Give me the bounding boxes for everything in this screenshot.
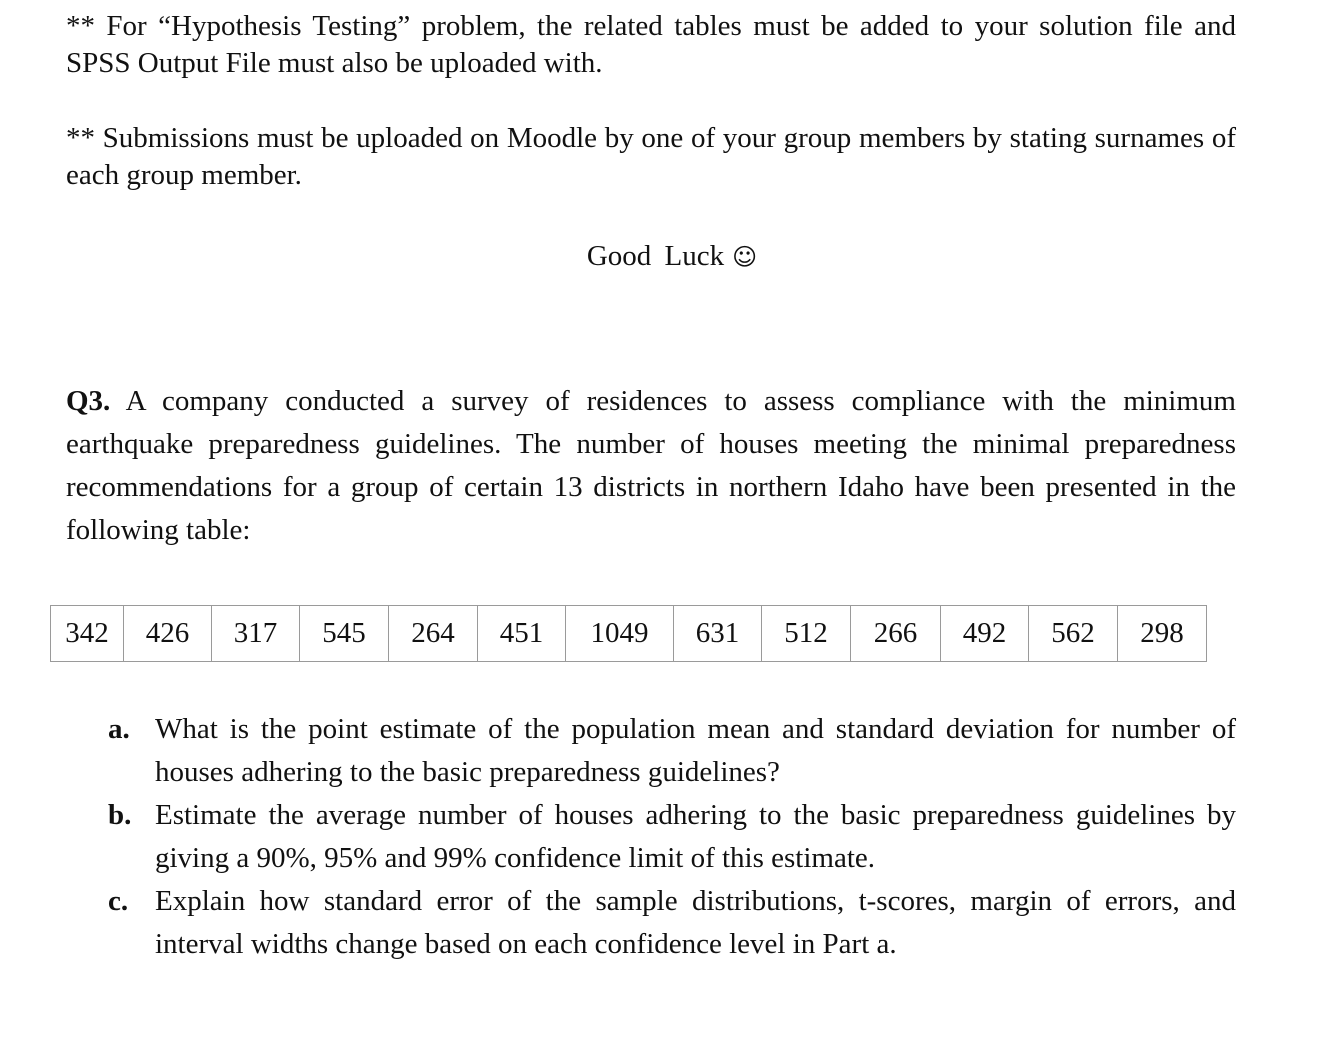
subquestion-text: Explain how standard error of the sample distributions, t-scores, margin of errors, and interval widths change based on each confidence level in Part a. bbox=[155, 885, 1236, 960]
table-cell: 451 bbox=[478, 606, 566, 662]
list-item bbox=[108, 880, 1236, 966]
smiley-icon: ☺ bbox=[732, 243, 758, 271]
table-cell: 342 bbox=[51, 606, 124, 662]
table-cell: 264 bbox=[389, 606, 478, 662]
good-luck-line bbox=[0, 238, 1344, 276]
q3-prompt bbox=[66, 380, 1236, 552]
subquestion-text: What is the point estimate of the population mean and standard deviation for number of houses adhering to the basic preparedness guidelines? bbox=[155, 713, 1236, 788]
table-cell: 426 bbox=[124, 606, 212, 662]
submission-note: ** Submissions must be uploaded on Moodle by one of your group members by stating surnames of each group member. bbox=[66, 122, 1236, 191]
table-cell: 512 bbox=[762, 606, 851, 662]
table-cell: 545 bbox=[300, 606, 389, 662]
good-luck-text: Good Luck bbox=[586, 240, 725, 272]
subquestion-letter: b. bbox=[108, 799, 132, 831]
list-item bbox=[108, 794, 1236, 880]
table-cell: 317 bbox=[212, 606, 300, 662]
table-cell: 1049 bbox=[566, 606, 674, 662]
q3-subquestions bbox=[108, 708, 1236, 966]
table-row bbox=[51, 606, 1207, 662]
q3-text: A company conducted a survey of residences to assess compliance with the minimum earthquake preparedness guidelines. The number of houses meeting the minimal preparedness recommendations for a group of certain 13 districts in northern Idaho have been presented in the following table: bbox=[66, 385, 1236, 546]
subquestion-letter: a. bbox=[108, 713, 130, 745]
districts-data-table bbox=[50, 605, 1207, 662]
table-cell: 492 bbox=[941, 606, 1029, 662]
hypothesis-testing-note: ** For “Hypothesis Testing” problem, the related tables must be added to your solution file and SPSS Output File must also be uploaded with. bbox=[66, 10, 1236, 79]
table-cell: 298 bbox=[1118, 606, 1207, 662]
q3-label: Q3. bbox=[66, 385, 111, 417]
table-cell: 631 bbox=[674, 606, 762, 662]
subquestion-text: Estimate the average number of houses adhering to the basic preparedness guidelines by giving a 90%, 95% and 99% confidence limit of this estimate. bbox=[155, 799, 1236, 874]
list-item bbox=[108, 708, 1236, 794]
subquestion-letter: c. bbox=[108, 885, 129, 917]
table-cell: 562 bbox=[1029, 606, 1118, 662]
table-cell: 266 bbox=[851, 606, 941, 662]
